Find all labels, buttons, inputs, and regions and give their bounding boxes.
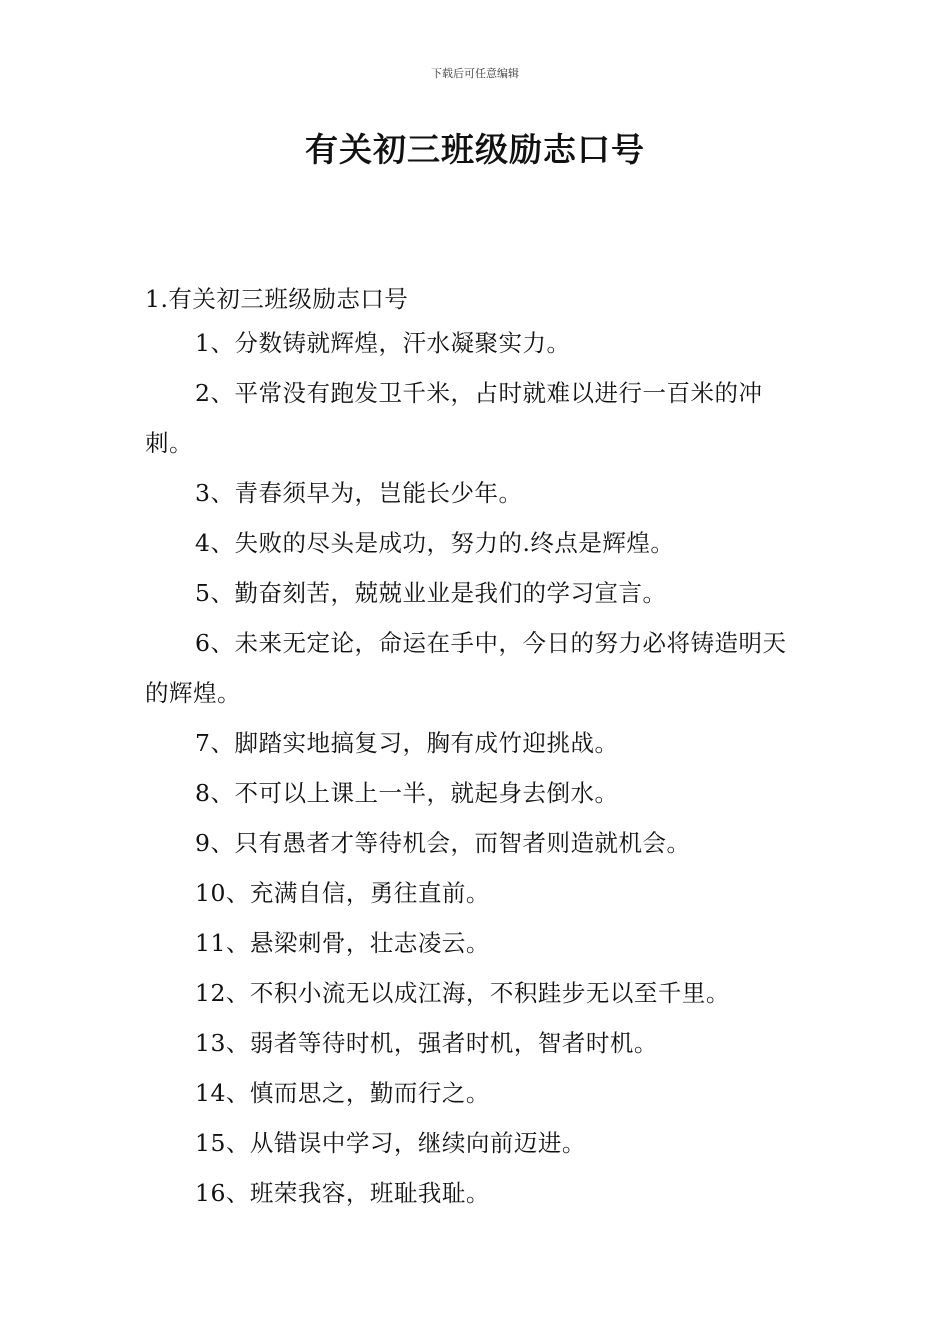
slogan-item: 7、脚踏实地搞复习，胸有成竹迎挑战。 (195, 729, 619, 757)
slogan-item: 3、青春须早为，岂能长少年。 (195, 479, 523, 507)
slogan-item: 8、不可以上课上一半，就起身去倒水。 (195, 779, 619, 807)
slogan-item: 5、勤奋刻苦，兢兢业业是我们的学习宣言。 (195, 579, 667, 607)
slogan-item: 13、弱者等待时机，强者时机，智者时机。 (195, 1029, 658, 1057)
slogan-item: 9、只有愚者才等待机会，而智者则造就机会。 (195, 829, 691, 857)
slogan-item: 14、慎而思之，勤而行之。 (195, 1079, 490, 1107)
slogan-item: 12、不积小流无以成江海，不积跬步无以至千里。 (195, 979, 730, 1007)
slogan-item: 15、从错误中学习，继续向前迈进。 (195, 1129, 586, 1157)
slogan-item: 11、悬梁刺骨，壮志凌云。 (195, 929, 490, 957)
slogan-item: 16、班荣我容，班耻我耻。 (195, 1179, 490, 1207)
document-body (145, 280, 810, 1218)
slogan-item: 10、充满自信，勇往直前。 (195, 879, 490, 907)
section-heading: 1.有关初三班级励志口号 (145, 285, 409, 313)
slogan-item: 6、未来无定论，命运在手中，今日的努力必将铸造明天的辉煌。 (145, 629, 787, 707)
slogan-item: 2、平常没有跑发卫千米，占时就难以进行一百米的冲刺。 (145, 379, 763, 457)
slogan-item: 1、分数铸就辉煌，汗水凝聚实力。 (195, 329, 571, 357)
slogan-item: 4、失败的尽头是成功，努力的.终点是辉煌。 (195, 529, 675, 557)
document-title: 有关初三班级励志口号 (305, 130, 645, 169)
header-note: 下载后可任意编辑 (431, 67, 519, 80)
